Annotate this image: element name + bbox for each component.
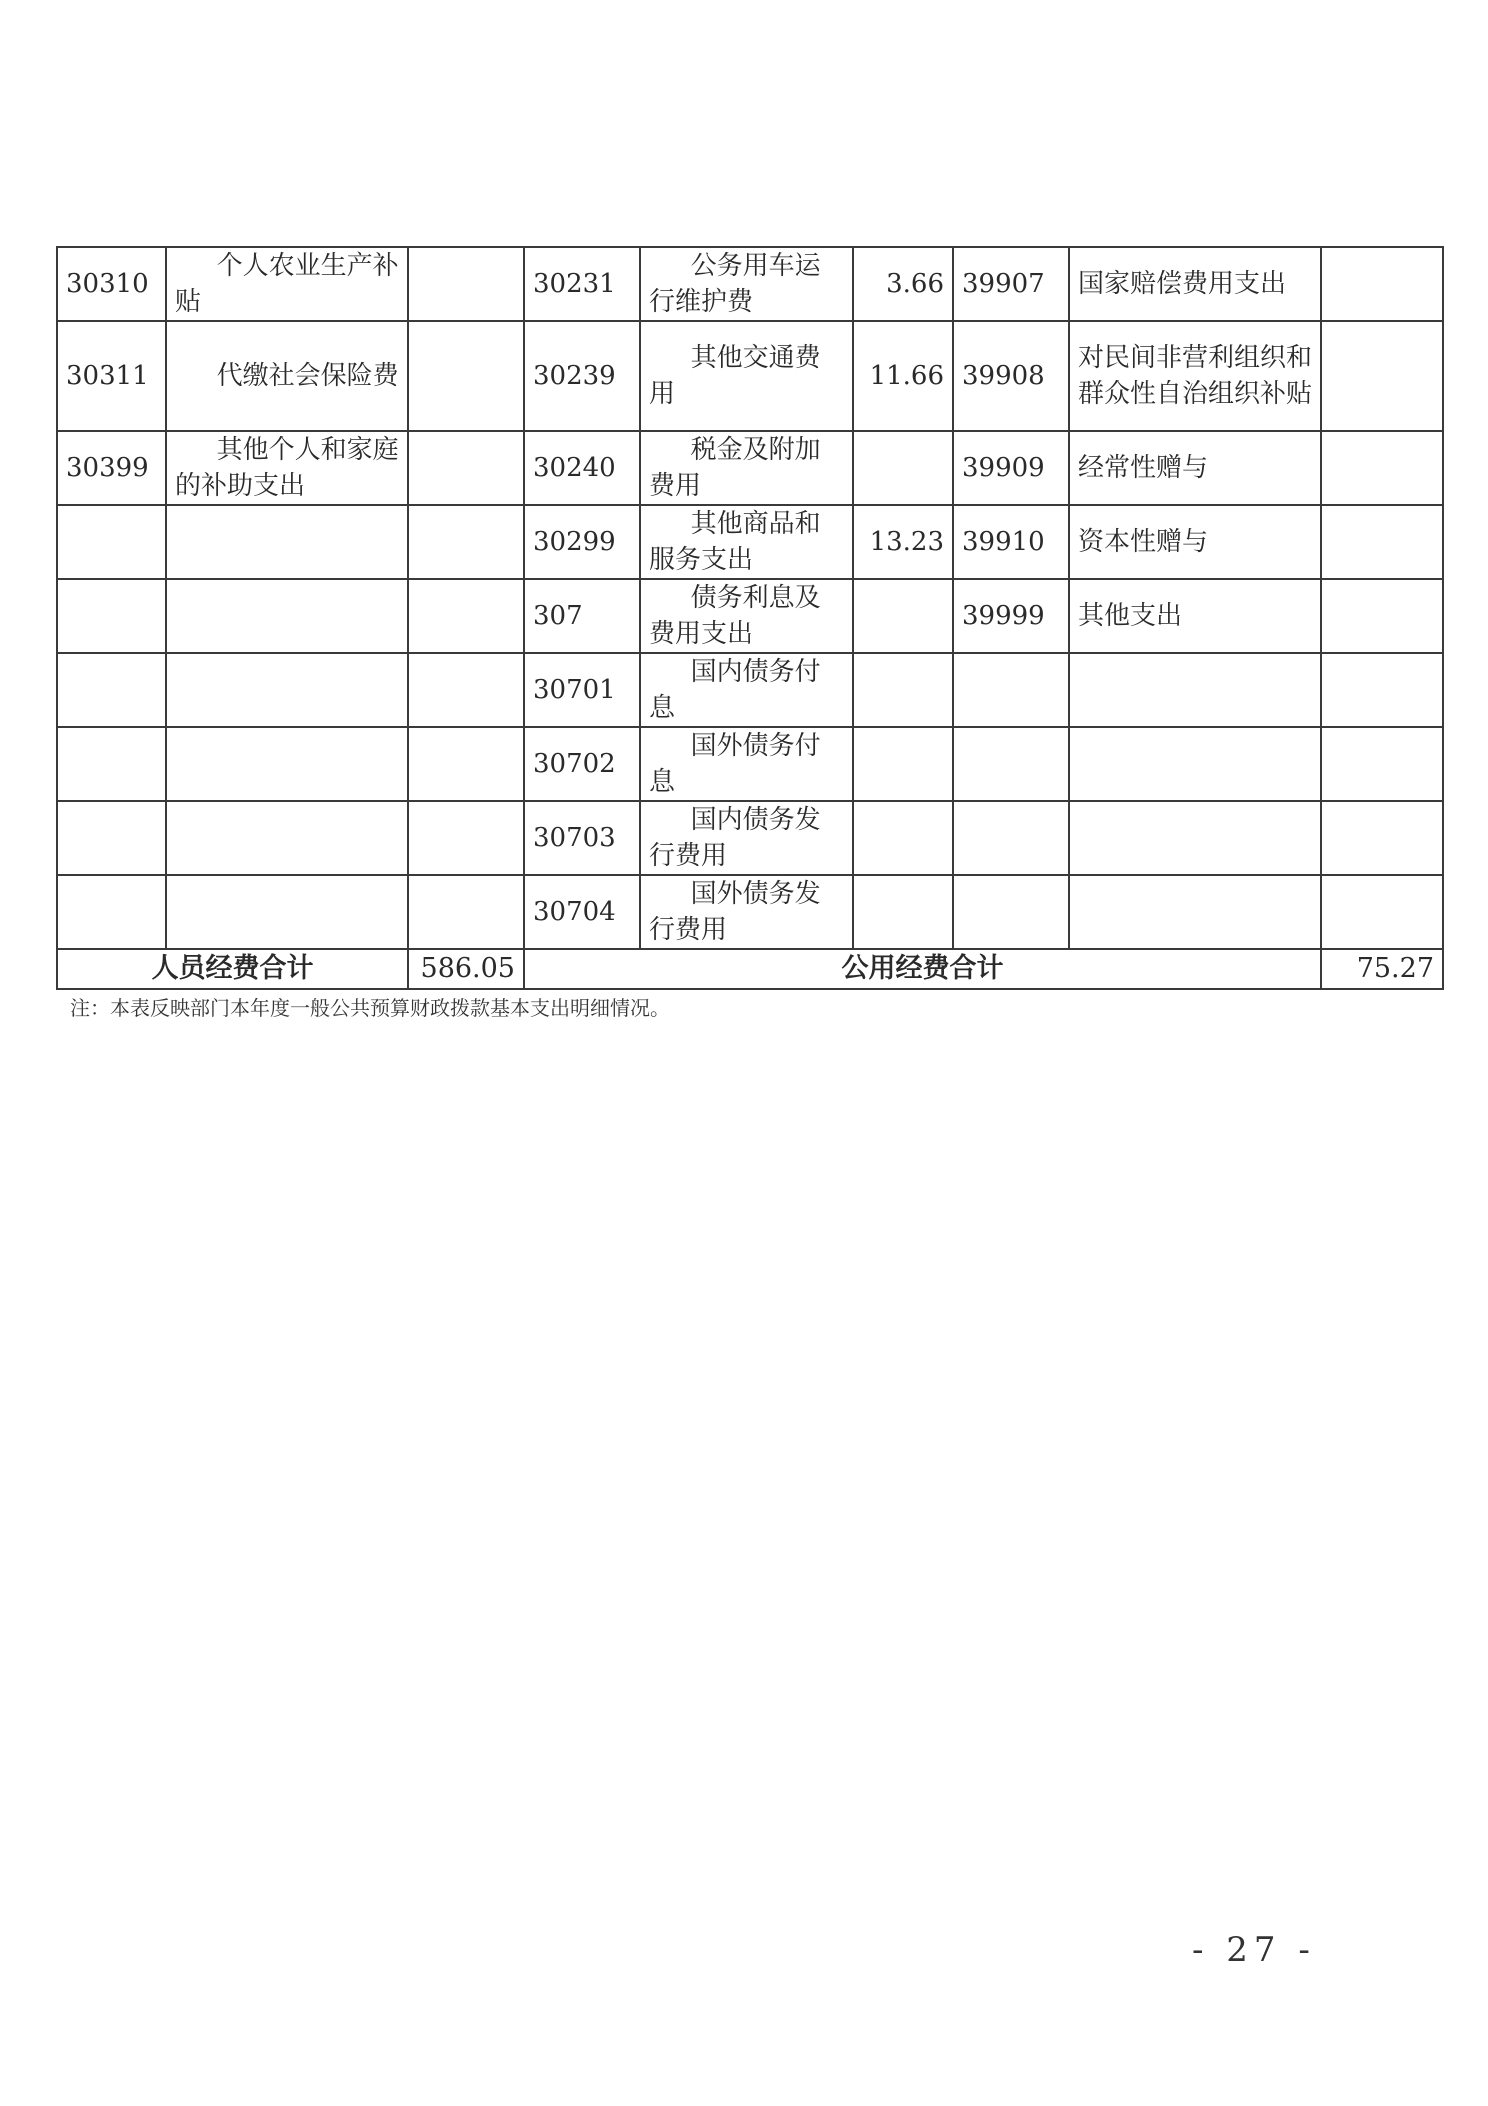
expense-code-public: 30231 <box>524 247 640 321</box>
expense-code-personnel <box>57 727 166 801</box>
expense-name-other <box>1069 727 1321 801</box>
expense-name-personnel: 其他个人和家庭的补助支出 <box>166 431 408 505</box>
expense-name-public: 公务用车运行维护费 <box>640 247 853 321</box>
page-number: - 27 - <box>1192 1930 1316 1970</box>
expense-amount-public: 3.66 <box>853 247 953 321</box>
expense-amount-other <box>1321 653 1443 727</box>
expense-name-public: 其他商品和服务支出 <box>640 505 853 579</box>
expense-name-personnel: 个人农业生产补贴 <box>166 247 408 321</box>
expense-name-other: 对民间非营利组织和群众性自治组织补贴 <box>1069 321 1321 431</box>
public-total-label: 公用经费合计 <box>524 949 1321 989</box>
expense-name-personnel <box>166 653 408 727</box>
expense-amount-other <box>1321 247 1443 321</box>
expense-name-other: 资本性赠与 <box>1069 505 1321 579</box>
expense-code-personnel <box>57 505 166 579</box>
expense-name-public: 税金及附加费用 <box>640 431 853 505</box>
expense-name-public: 国内债务发行费用 <box>640 801 853 875</box>
expense-code-other: 39910 <box>953 505 1069 579</box>
expense-name-public: 债务利息及费用支出 <box>640 579 853 653</box>
personnel-total-label: 人员经费合计 <box>57 949 408 989</box>
expense-name-other: 经常性赠与 <box>1069 431 1321 505</box>
expense-code-other <box>953 653 1069 727</box>
expense-name-personnel <box>166 875 408 949</box>
table-note: 注：本表反映部门本年度一般公共预算财政拨款基本支出明细情况。 <box>70 996 670 1020</box>
table-row <box>57 653 1443 727</box>
expense-amount-personnel <box>408 505 524 579</box>
expense-amount-personnel <box>408 727 524 801</box>
public-total-value: 75.27 <box>1321 949 1443 989</box>
table-row <box>57 247 1443 321</box>
expense-amount-public <box>853 875 953 949</box>
expense-name-public: 其他交通费用 <box>640 321 853 431</box>
expense-code-other: 39909 <box>953 431 1069 505</box>
expense-name-personnel <box>166 579 408 653</box>
expense-name-other <box>1069 801 1321 875</box>
expense-code-public: 30703 <box>524 801 640 875</box>
expense-code-public: 30701 <box>524 653 640 727</box>
expense-code-public: 30240 <box>524 431 640 505</box>
expense-code-personnel: 30399 <box>57 431 166 505</box>
table-row <box>57 431 1443 505</box>
expense-amount-other <box>1321 727 1443 801</box>
expense-code-public: 30299 <box>524 505 640 579</box>
expense-name-other <box>1069 875 1321 949</box>
expense-amount-other <box>1321 875 1443 949</box>
expense-code-personnel <box>57 653 166 727</box>
expense-amount-public <box>853 579 953 653</box>
expense-amount-other <box>1321 801 1443 875</box>
expense-name-other: 国家赔偿费用支出 <box>1069 247 1321 321</box>
totals-row <box>57 949 1443 989</box>
expense-amount-personnel <box>408 579 524 653</box>
expense-code-other: 39908 <box>953 321 1069 431</box>
personnel-total-value: 586.05 <box>408 949 524 989</box>
expense-amount-other <box>1321 431 1443 505</box>
expense-code-public: 30239 <box>524 321 640 431</box>
expense-code-personnel <box>57 875 166 949</box>
expense-code-other: 39907 <box>953 247 1069 321</box>
table-row <box>57 875 1443 949</box>
expense-name-personnel: 代缴社会保险费 <box>166 321 408 431</box>
expense-name-personnel <box>166 505 408 579</box>
expense-amount-public: 13.23 <box>853 505 953 579</box>
expense-name-public: 国内债务付息 <box>640 653 853 727</box>
expense-code-other <box>953 727 1069 801</box>
expense-amount-public <box>853 653 953 727</box>
expense-code-personnel: 30310 <box>57 247 166 321</box>
expense-amount-public: 11.66 <box>853 321 953 431</box>
expense-name-other <box>1069 653 1321 727</box>
table-row <box>57 727 1443 801</box>
expense-amount-personnel <box>408 247 524 321</box>
expense-code-personnel <box>57 801 166 875</box>
table-row <box>57 579 1443 653</box>
expense-name-other: 其他支出 <box>1069 579 1321 653</box>
expense-code-other <box>953 801 1069 875</box>
expense-amount-personnel <box>408 801 524 875</box>
expense-code-personnel: 30311 <box>57 321 166 431</box>
expense-name-personnel <box>166 801 408 875</box>
expense-amount-public <box>853 431 953 505</box>
expense-name-personnel <box>166 727 408 801</box>
expense-name-public: 国外债务付息 <box>640 727 853 801</box>
table-row <box>57 801 1443 875</box>
expense-name-public: 国外债务发行费用 <box>640 875 853 949</box>
expense-code-public: 307 <box>524 579 640 653</box>
expense-code-personnel <box>57 579 166 653</box>
expense-code-public: 30702 <box>524 727 640 801</box>
expense-amount-public <box>853 801 953 875</box>
expense-code-public: 30704 <box>524 875 640 949</box>
expense-code-other: 39999 <box>953 579 1069 653</box>
expense-code-other <box>953 875 1069 949</box>
table-body <box>57 247 1443 949</box>
expense-amount-personnel <box>408 653 524 727</box>
expense-amount-public <box>853 727 953 801</box>
table-row <box>57 505 1443 579</box>
table-row <box>57 321 1443 431</box>
expense-amount-personnel <box>408 321 524 431</box>
expense-amount-personnel <box>408 431 524 505</box>
expense-amount-other <box>1321 579 1443 653</box>
basic-expenditure-table <box>56 246 1444 990</box>
expense-amount-other <box>1321 321 1443 431</box>
expense-amount-other <box>1321 505 1443 579</box>
expense-amount-personnel <box>408 875 524 949</box>
